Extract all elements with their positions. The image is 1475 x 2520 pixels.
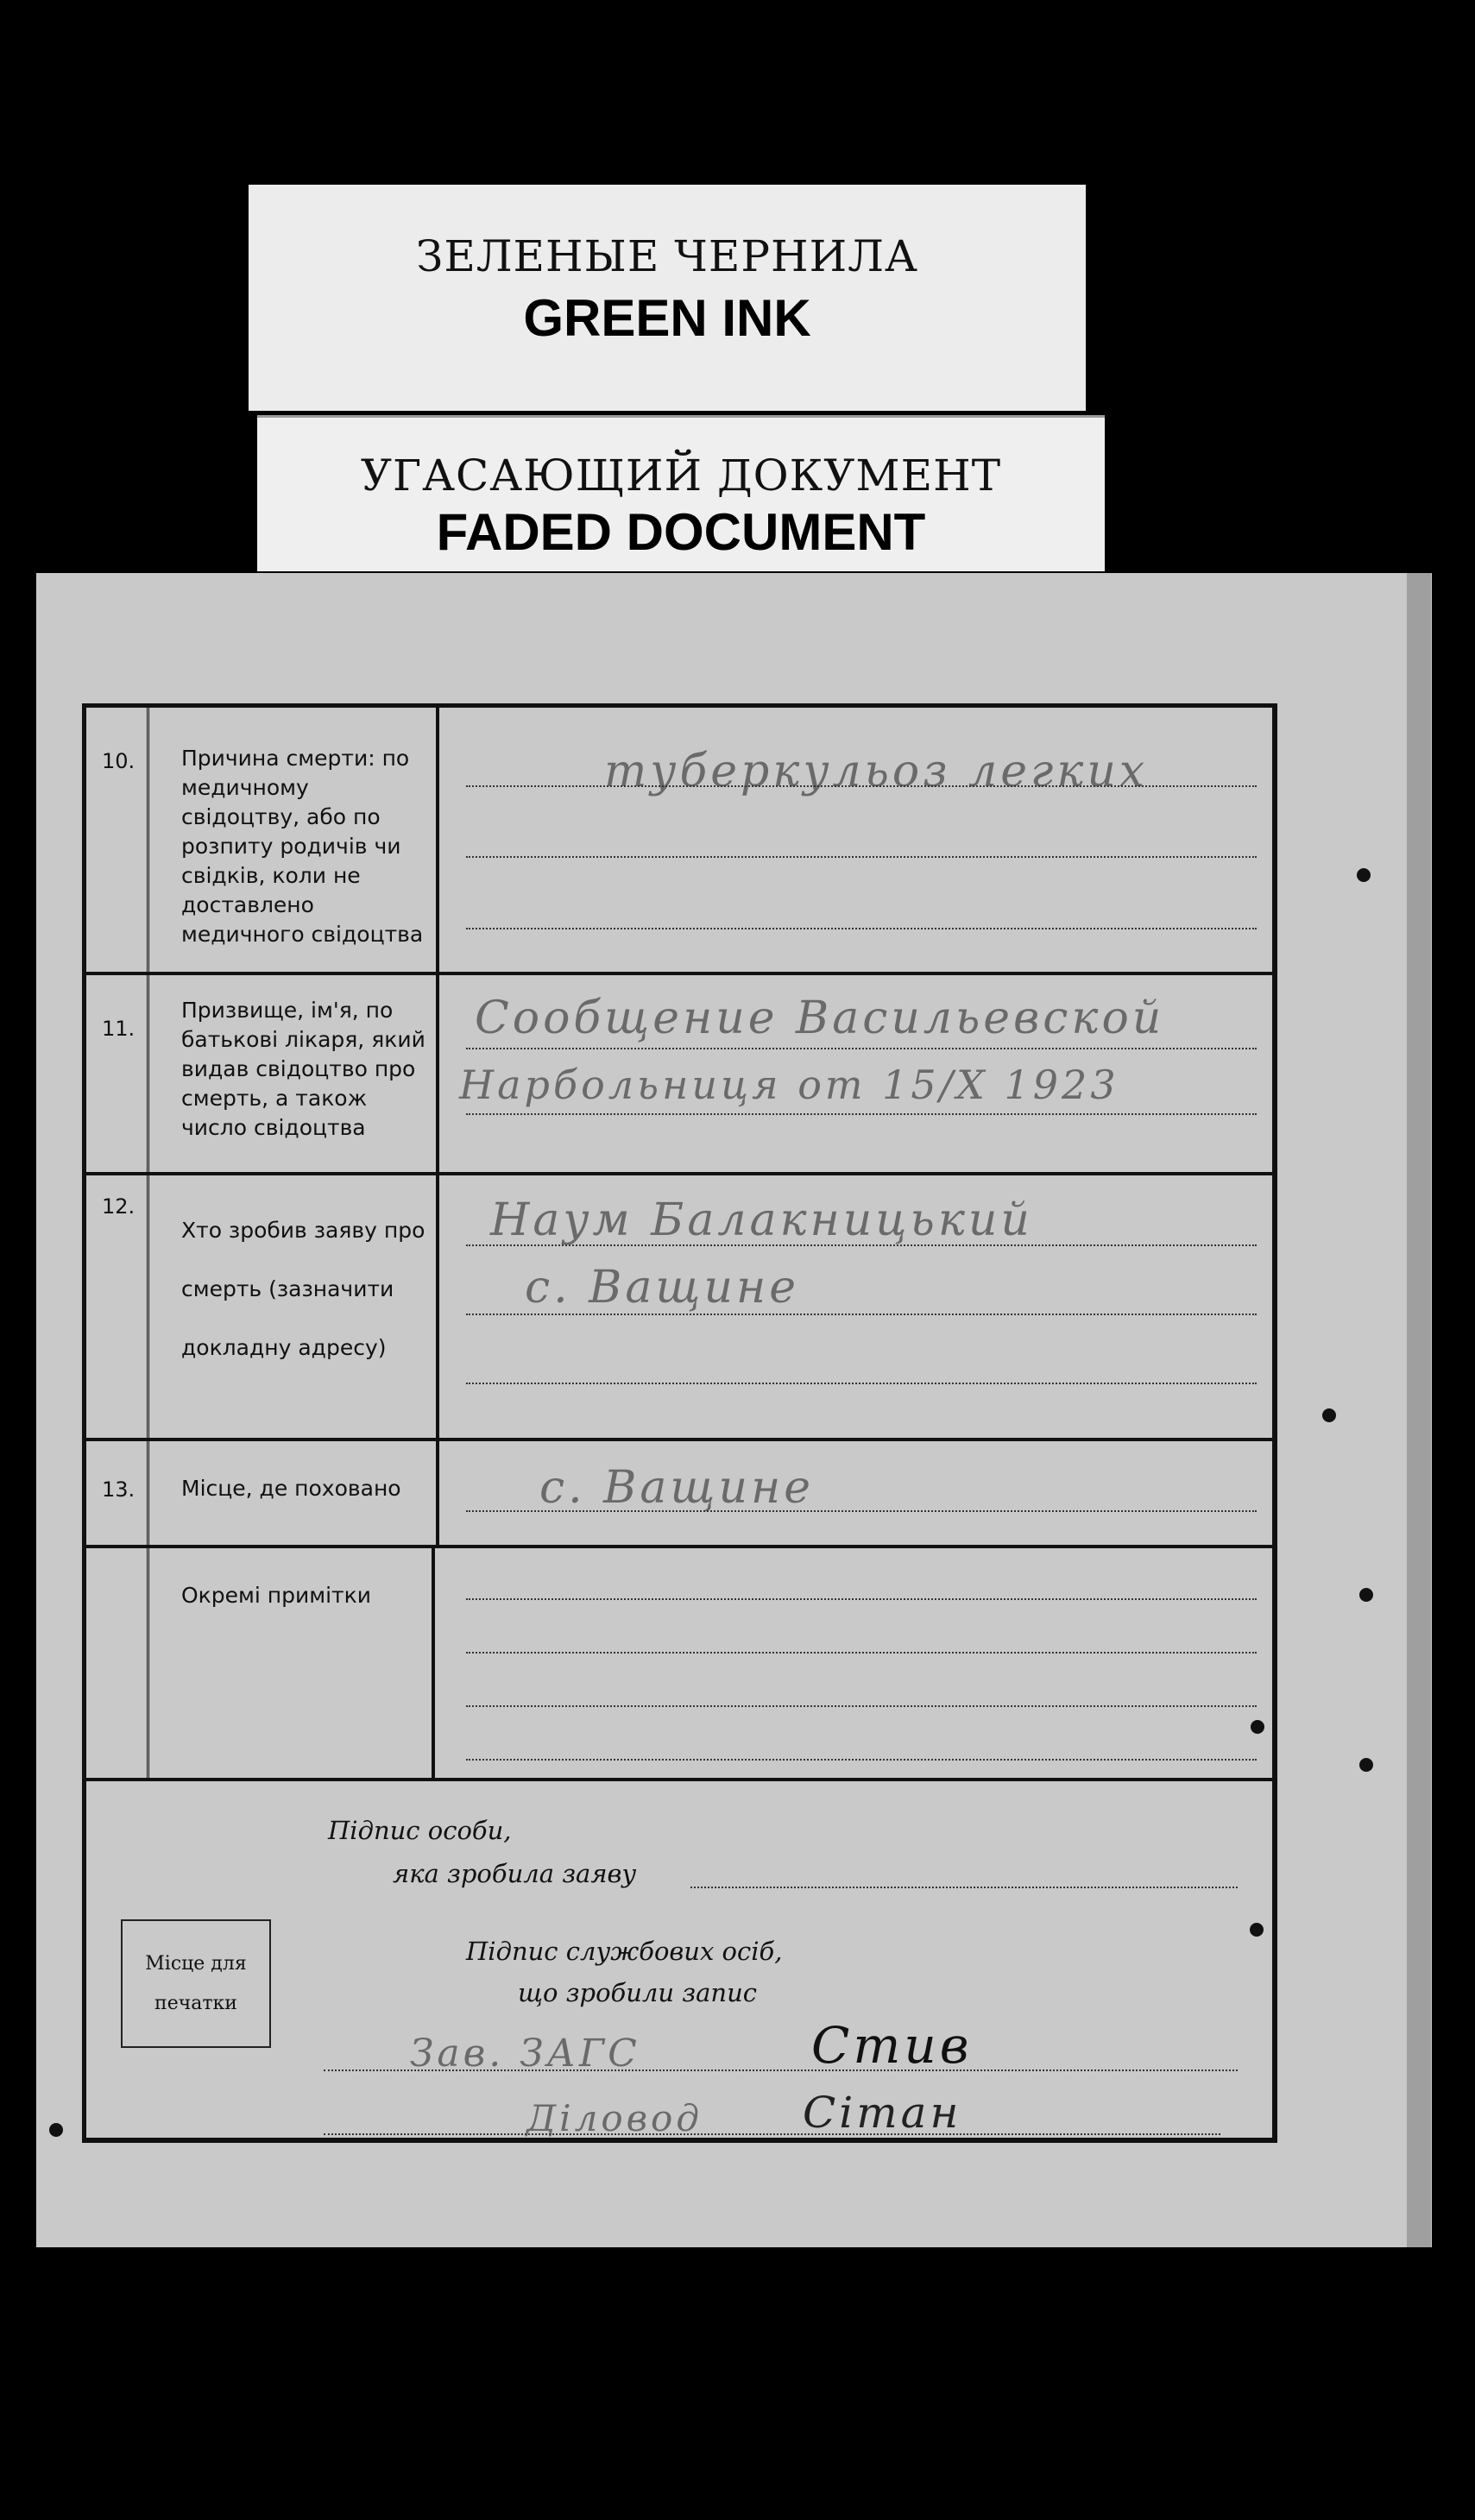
- officials-signature-label-2: що зробили запис: [518, 1978, 757, 2007]
- row-doctor: [86, 975, 1272, 1175]
- row-cause-of-death: [86, 708, 1272, 975]
- handwritten-entry: Нарбольниця от 15/X 1923: [459, 1062, 1119, 1108]
- faded-en: FADED DOCUMENT: [436, 503, 926, 561]
- clerk-title: Діловод: [526, 2097, 703, 2139]
- seal-place: [121, 1919, 271, 2048]
- applicant-signature-label-2: яка зробила заяву: [393, 1859, 637, 1888]
- green-ink-ru: ЗЕЛЕНЫЕ ЧЕРНИЛА: [416, 231, 918, 281]
- handwritten-entry: туберкульоз легких: [604, 746, 1149, 797]
- handwritten-entry: Наум Балакницький: [490, 1194, 1033, 1246]
- registrar-title: Зав. ЗАГС: [410, 2032, 640, 2076]
- punch-hole: [1357, 868, 1371, 882]
- handwritten-entry: с. Ващине: [539, 1462, 814, 1514]
- punch-hole: [1359, 1588, 1373, 1602]
- page-edge: [1407, 573, 1431, 2247]
- row-label: Хто зробив заяву про смерть (зазначити докладну адресу): [181, 1218, 425, 1360]
- row-label: Окремі примітки: [181, 1583, 371, 1608]
- applicant-signature-label-1: Підпис особи,: [328, 1816, 512, 1845]
- faded-document-label: [257, 418, 1105, 571]
- signature-area: [86, 1781, 1272, 2144]
- row-number: 13.: [102, 1477, 136, 1502]
- row-declarant: [86, 1175, 1272, 1441]
- clerk-signature: Сітан: [803, 2088, 962, 2138]
- row-number: 12.: [102, 1194, 136, 1219]
- registrar-signature: Стив: [811, 2016, 973, 2075]
- handwritten-entry: Сообщение Васильевской: [475, 992, 1165, 1044]
- row-label: Причина смерти: по медичному свідоцтву, або по розпиту родичів чи свідків, коли не доставлено медичного свідоцтва: [181, 746, 424, 947]
- green-ink-label: [249, 185, 1086, 411]
- seal-label: Місце для печатки: [145, 1952, 247, 2014]
- death-record-form: [82, 703, 1277, 2143]
- row-label: Призвище, ім'я, по батькові лікаря, який видав свідоцтво про смерть, а також число свідоцтва: [181, 998, 425, 1140]
- row-number: 11.: [102, 1017, 136, 1041]
- row-label: Місце, де поховано: [181, 1476, 401, 1501]
- row-burial-place: [86, 1441, 1272, 1548]
- officials-signature-label-1: Підпис службових осіб,: [466, 1937, 783, 1966]
- punch-hole: [1322, 1408, 1336, 1422]
- handwritten-entry: с. Ващине: [525, 1262, 799, 1314]
- punch-hole: [49, 2123, 63, 2137]
- green-ink-en: GREEN INK: [523, 289, 811, 347]
- row-number: 10.: [102, 749, 136, 773]
- punch-hole: [1359, 1758, 1373, 1772]
- row-notes: [86, 1548, 1272, 1781]
- faded-ru: УГАСАЮЩИЙ ДОКУМЕНТ: [360, 450, 1002, 501]
